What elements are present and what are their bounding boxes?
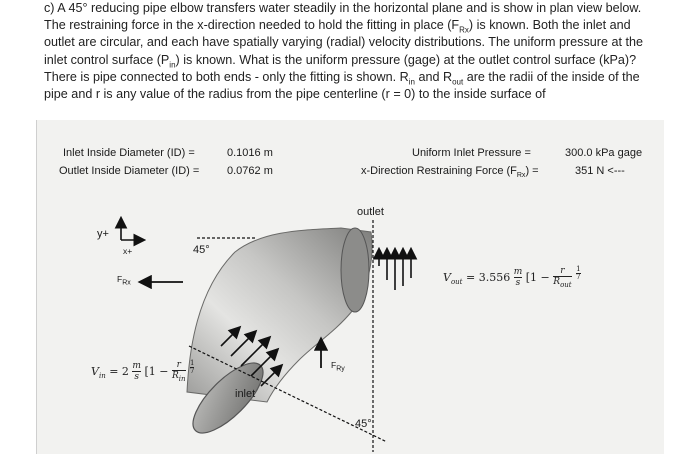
inlet-id-value: 0.1016 m	[227, 147, 273, 159]
vout-frac-r: r	[553, 266, 571, 277]
problem-sub-rin: in	[408, 77, 415, 87]
vout-frac-m: m	[513, 267, 523, 278]
restraining-force-label-eq: ) =	[525, 165, 539, 177]
outlet-label: outlet	[357, 206, 384, 218]
problem-text-part-3: ) is known. What is the uniform pressure (gage) at the outlet control surface (kPa)? There is pipe connected to both ends - only the fitting is shown. R	[44, 52, 637, 84]
outlet-id-value: 0.0762 m	[227, 165, 273, 177]
problem-text-part-1: c) A 45° reducing pipe elbow transfers water steadily in the horizontal plane and is show in plan view below. The restraining force in the x-direction needed to hold the fitting in place (F	[44, 1, 642, 33]
y-axis-label: y+	[97, 228, 109, 240]
vin-frac-s: s	[134, 372, 139, 383]
vout-bracket: [1 −	[525, 270, 550, 284]
top-angle-label: 45°	[193, 244, 210, 256]
problem-sub-rout: out	[452, 77, 464, 87]
frx-label	[117, 274, 131, 287]
restraining-force-label-sub: Rx	[516, 172, 526, 180]
pipe-elbow-figure	[36, 120, 664, 454]
restraining-force-label-text: x-Direction Restraining Force (F	[361, 165, 517, 177]
vin-coefficient: = 2	[109, 364, 129, 378]
outlet-velocity-formula	[443, 266, 581, 290]
vin-frac-r: r	[172, 360, 186, 371]
outlet-id-label: Outlet Inside Diameter (ID) =	[59, 165, 200, 177]
problem-statement	[44, 0, 654, 103]
problem-text-part-4: and R	[414, 69, 453, 84]
inlet-label: inlet	[235, 388, 256, 400]
frx-label-main: F	[117, 274, 123, 284]
problem-text-part-5: are the radii of the inside of the pipe and r is any value of the radius from the pipe centerline (r = 0) to the inside surface of	[44, 69, 640, 102]
vin-frac-rin: R	[171, 371, 179, 381]
vin-bracket: [1 −	[144, 364, 169, 378]
fry-label	[331, 360, 345, 373]
vout-exp-den: 7	[576, 273, 581, 281]
vout-subscript: out	[450, 278, 463, 287]
vin-frac-rin-sub: in	[178, 374, 186, 383]
x-axis-label: x+	[123, 246, 133, 256]
bottom-angle-label: 45°	[355, 418, 372, 430]
vout-symbol: V	[443, 270, 451, 284]
restraining-force-value: 351 N <---	[575, 165, 625, 177]
vout-frac-s: s	[515, 278, 521, 289]
problem-sub-rx: Rx	[459, 25, 469, 35]
vout-frac-rout-sub: out	[560, 280, 572, 289]
fry-label-main: F	[331, 360, 337, 370]
problem-sub-in: in	[169, 60, 176, 70]
vin-exp-num: 1	[190, 359, 195, 367]
vin-subscript: in	[98, 372, 106, 381]
vin-frac-m: m	[132, 361, 141, 372]
inlet-velocity-formula	[91, 360, 194, 384]
inlet-pressure-label: Uniform Inlet Pressure =	[412, 147, 531, 159]
problem-text-part-2: ) is known. Both the inlet and outlet are circular, and each have spatially varying (radial) velocity distributions. The uniform pressure at the inlet control surface (P	[44, 18, 643, 67]
outlet-mouth	[341, 228, 369, 312]
vout-coefficient: = 3.556	[466, 270, 511, 284]
inlet-pressure-value: 300.0 kPa gage	[565, 147, 643, 159]
vin-exp-den: 7	[190, 367, 195, 375]
vout-frac-rout: R	[553, 277, 561, 287]
vout-exp-num: 1	[576, 265, 581, 273]
fry-label-sub: Ry	[336, 365, 345, 373]
inlet-id-label: Inlet Inside Diameter (ID) =	[63, 147, 195, 159]
frx-label-sub: Rx	[122, 279, 131, 287]
vin-symbol: V	[91, 364, 99, 378]
